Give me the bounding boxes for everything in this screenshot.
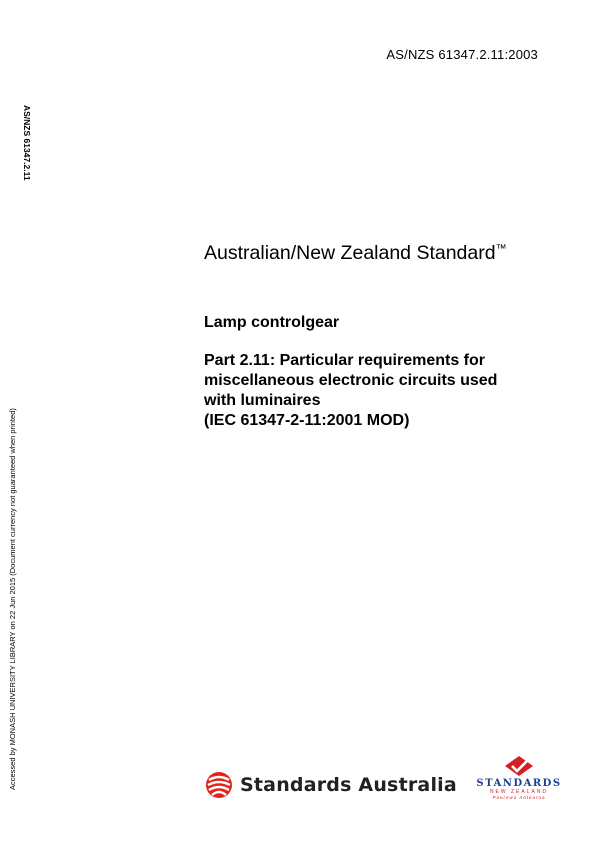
- part-title-line: (IEC 61347-2-11:2001 MOD): [204, 412, 410, 429]
- access-note: Accessed by MONASH UNIVERSITY LIBRARY on 22 Jun 2015 (Document currency not guaranteed when printed): [8, 408, 17, 790]
- standard-type-text: Australian/New Zealand Standard: [204, 242, 496, 264]
- part-title-line: miscellaneous electronic circuits used: [204, 372, 498, 389]
- standards-australia-wordmark: Standards Australia: [240, 774, 457, 796]
- nz-subtitle: NEW ZEALAND: [489, 789, 549, 795]
- doc-code: AS/NZS 61347.2.11:2003: [386, 47, 538, 62]
- checkmark-badge-icon: [504, 755, 534, 777]
- part-title-line: with luminaires: [204, 392, 321, 409]
- nz-standards-wordmark: STANDARDS: [476, 778, 562, 789]
- standards-australia-logo: [204, 770, 457, 800]
- standard-type: [204, 242, 507, 265]
- part-title: [204, 351, 564, 431]
- nz-tagline: Paerewa Aotearoa: [492, 795, 546, 800]
- trademark-symbol: ™: [495, 243, 507, 255]
- document-title: Lamp controlgear: [204, 314, 340, 331]
- standards-new-zealand-logo: [474, 755, 564, 800]
- part-title-line: Part 2.11: Particular requirements for: [204, 352, 485, 369]
- standards-australia-mark-icon: [204, 770, 234, 800]
- side-doc-code: AS/NZS 61347.2.11: [22, 105, 32, 181]
